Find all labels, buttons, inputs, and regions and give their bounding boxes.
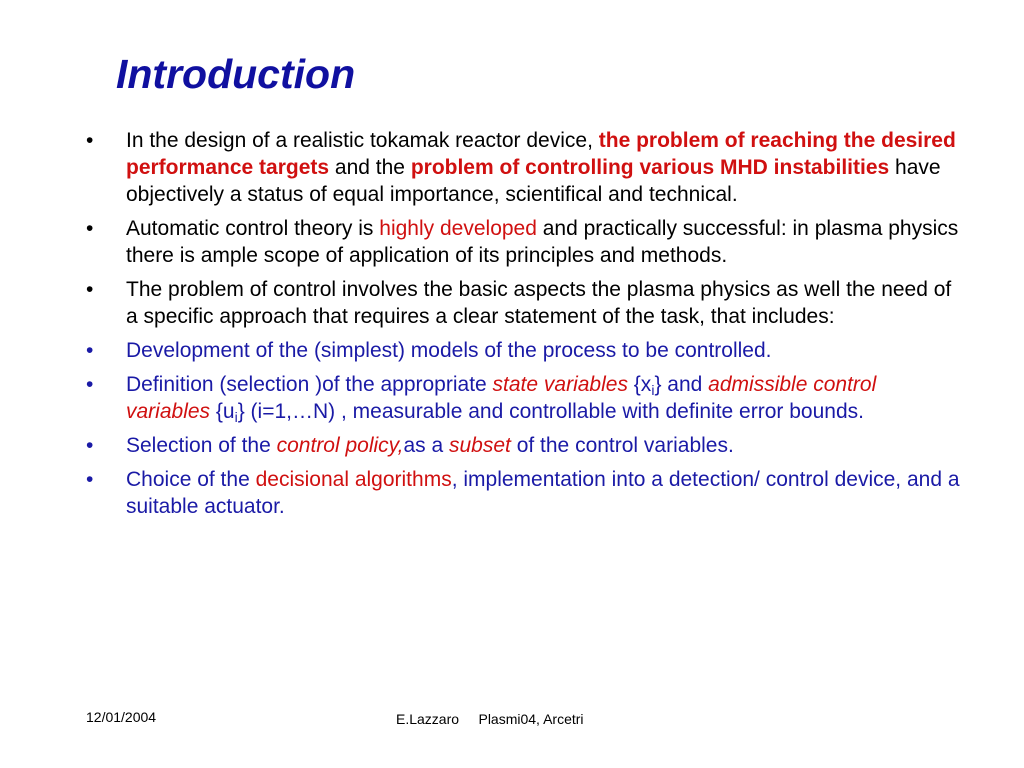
- bullet-list: [86, 127, 966, 527]
- text-segment: {x: [627, 373, 652, 396]
- footer-date: 12/01/2004: [86, 709, 157, 725]
- highlight-text: admissible control variables: [126, 373, 877, 423]
- text-segment: have objectively a status of equal importance, scientifical and technical.: [126, 156, 941, 206]
- text-segment: , implementation into a detection/ control device, and a suitable actuator.: [126, 468, 960, 518]
- bullet-dot: •: [86, 217, 94, 240]
- text-segment: Choice of the: [126, 468, 256, 491]
- text-segment: {u: [210, 400, 235, 423]
- text-segment: The problem of control involves the basic aspects the plasma physics as well the need of a specific approach that requires a clear statement of the task, that includes:: [126, 278, 952, 328]
- highlight-text: the problem of reaching the desired performance targets: [126, 129, 956, 179]
- text-segment: Selection of the: [126, 434, 277, 457]
- slide-title: Introduction: [116, 51, 356, 97]
- text-segment: Definition (selection )of the appropriate: [126, 373, 493, 396]
- text-segment: and practically successful: in plasma physics there is ample scope of application of its principles and methods.: [126, 217, 959, 267]
- bullet-item: [86, 337, 966, 364]
- bullet-item: [86, 276, 966, 330]
- bullet-item: [86, 215, 966, 269]
- highlight-text: highly developed: [379, 217, 537, 240]
- text-segment: as a: [403, 434, 449, 457]
- highlight-text: problem of controlling various MHD instabilities: [410, 156, 890, 179]
- text-segment: } (i=1,…N): [237, 400, 336, 423]
- highlight-text: state variables: [492, 373, 628, 396]
- text-segment: In the design of a realistic tokamak reactor device,: [126, 129, 599, 152]
- text-segment: } and: [654, 373, 709, 396]
- bullet-dot: •: [86, 434, 94, 457]
- bullet-item: [86, 127, 966, 208]
- bullet-item: [86, 371, 966, 425]
- highlight-text: subset: [448, 434, 511, 457]
- bullet-item: [86, 432, 966, 459]
- bullet-dot: •: [86, 129, 94, 152]
- text-segment: and the: [329, 156, 411, 179]
- bullet-item: [86, 466, 966, 520]
- bullet-dot: •: [86, 339, 94, 362]
- highlight-text: decisional algorithms: [255, 468, 452, 491]
- bullet-dot: •: [86, 373, 94, 396]
- text-segment: , measurable and controllable with definite error bounds.: [335, 400, 864, 423]
- text-segment: Development of the (simplest) models of the process to be controlled.: [126, 339, 772, 362]
- bullet-dot: •: [86, 278, 94, 301]
- subscript: i: [651, 382, 655, 398]
- footer-author-event: E.Lazzaro Plasmi04, Arcetri: [396, 711, 584, 727]
- bullet-dot: •: [86, 468, 94, 491]
- subscript: i: [234, 409, 238, 425]
- text-segment: of the control variables.: [510, 434, 734, 457]
- highlight-text: control policy,: [276, 434, 404, 457]
- text-segment: Automatic control theory is: [126, 217, 380, 240]
